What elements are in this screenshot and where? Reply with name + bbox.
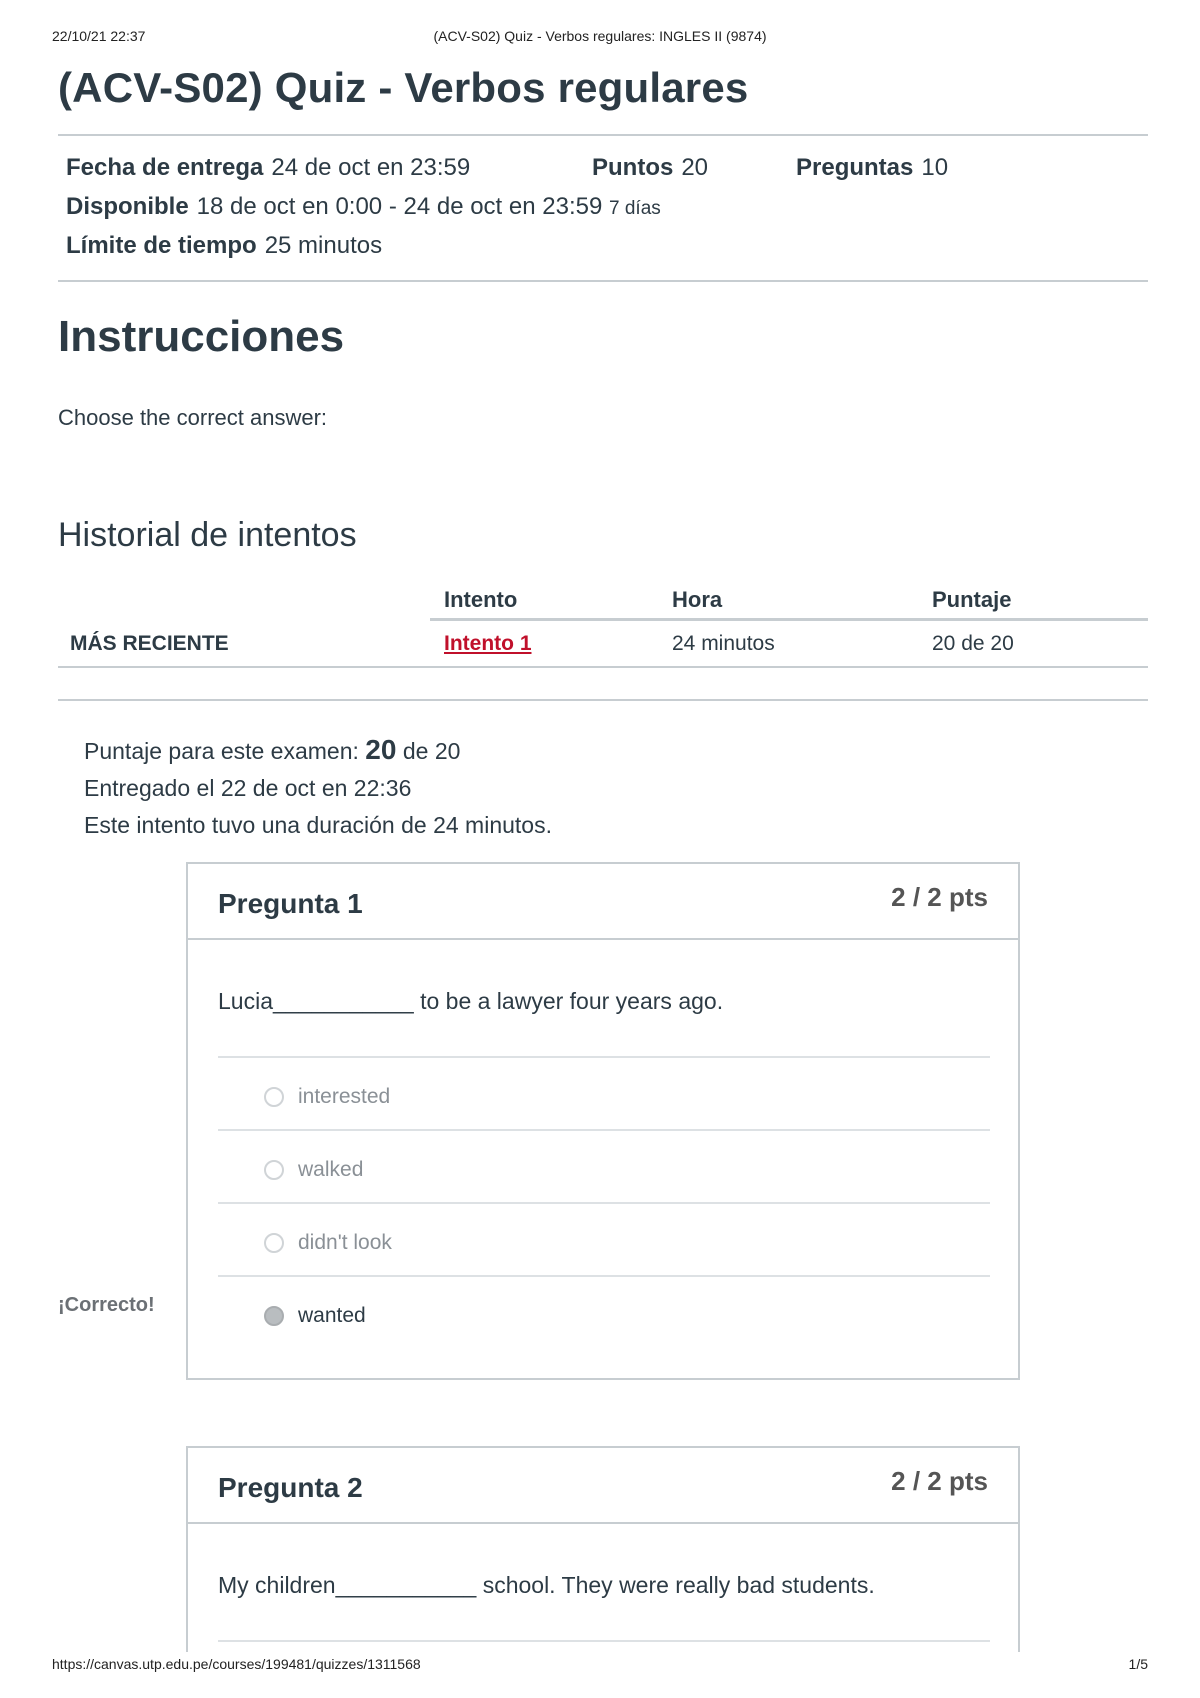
attempt-time: 24 minutos <box>672 632 775 655</box>
answer-option[interactable]: didn't look <box>264 1231 392 1255</box>
page-title: (ACV-S02) Quiz - Verbos regulares <box>58 64 749 111</box>
answer-option[interactable]: interested <box>264 1085 390 1109</box>
questions-count: Preguntas 10 <box>796 154 949 181</box>
availability: Disponible 18 de oct en 0:00 - 24 de oct en 23:59 7 días <box>66 193 661 220</box>
instructions-text: Choose the correct answer: <box>58 405 328 430</box>
divider <box>58 280 1148 282</box>
question-card <box>186 1446 1020 1652</box>
duration-text: Este intento tuvo una duración de 24 minutos. <box>84 812 552 838</box>
due-date: Fecha de entrega 24 de oct en 23:59 <box>66 154 471 181</box>
answer-divider <box>218 1056 990 1058</box>
col-score: Puntaje <box>932 587 1012 612</box>
radio-icon[interactable] <box>264 1160 284 1180</box>
question-points: 2 / 2 pts <box>891 882 988 912</box>
col-time: Hora <box>672 587 723 612</box>
table-header-line <box>430 618 1148 621</box>
attempt-score: 20 de 20 <box>932 632 1014 655</box>
score-summary: Puntaje para este examen: 20 de 20 <box>84 734 461 765</box>
page-number: 1/5 <box>1128 1656 1148 1672</box>
page-url: https://canvas.utp.edu.pe/courses/199481/quizzes/1311568 <box>52 1656 421 1672</box>
divider <box>58 699 1148 701</box>
question-header <box>188 864 1018 940</box>
divider <box>58 134 1148 136</box>
answer-divider <box>218 1202 990 1204</box>
answer-divider <box>218 1129 990 1131</box>
row-label: MÁS RECIENTE <box>70 632 229 655</box>
correct-flag: ¡Correcto! <box>58 1294 155 1316</box>
radio-icon[interactable] <box>264 1233 284 1253</box>
question-text: Lucia___________ to be a lawyer four years ago. <box>218 988 724 1014</box>
table-row-line <box>58 666 1148 668</box>
col-attempt: Intento <box>444 587 518 612</box>
answer-option[interactable]: walked <box>264 1158 363 1182</box>
radio-selected-icon[interactable] <box>264 1306 284 1326</box>
question-title: Pregunta 2 <box>218 1472 363 1503</box>
attempt-link[interactable]: Intento 1 <box>444 632 532 655</box>
points: Puntos 20 <box>592 154 709 181</box>
question-text: My children___________ school. They were really bad students. <box>218 1572 875 1598</box>
question-title: Pregunta 1 <box>218 888 363 919</box>
print-date: 22/10/21 22:37 <box>52 28 146 44</box>
answer-divider <box>218 1275 990 1277</box>
submitted-text: Entregado el 22 de oct en 22:36 <box>84 775 412 801</box>
question-header <box>188 1448 1018 1524</box>
print-title: (ACV-S02) Quiz - Verbos regulares: INGLES II (9874) <box>433 28 767 44</box>
radio-icon[interactable] <box>264 1087 284 1107</box>
answer-option-selected[interactable]: wanted <box>264 1304 366 1328</box>
time-limit: Límite de tiempo 25 minutos <box>66 232 383 259</box>
instructions-heading: Instrucciones <box>58 312 345 361</box>
question-card <box>186 862 1020 1380</box>
print-header <box>52 28 1148 48</box>
history-heading: Historial de intentos <box>58 516 357 554</box>
question-points: 2 / 2 pts <box>891 1466 988 1496</box>
answer-divider <box>218 1640 990 1642</box>
